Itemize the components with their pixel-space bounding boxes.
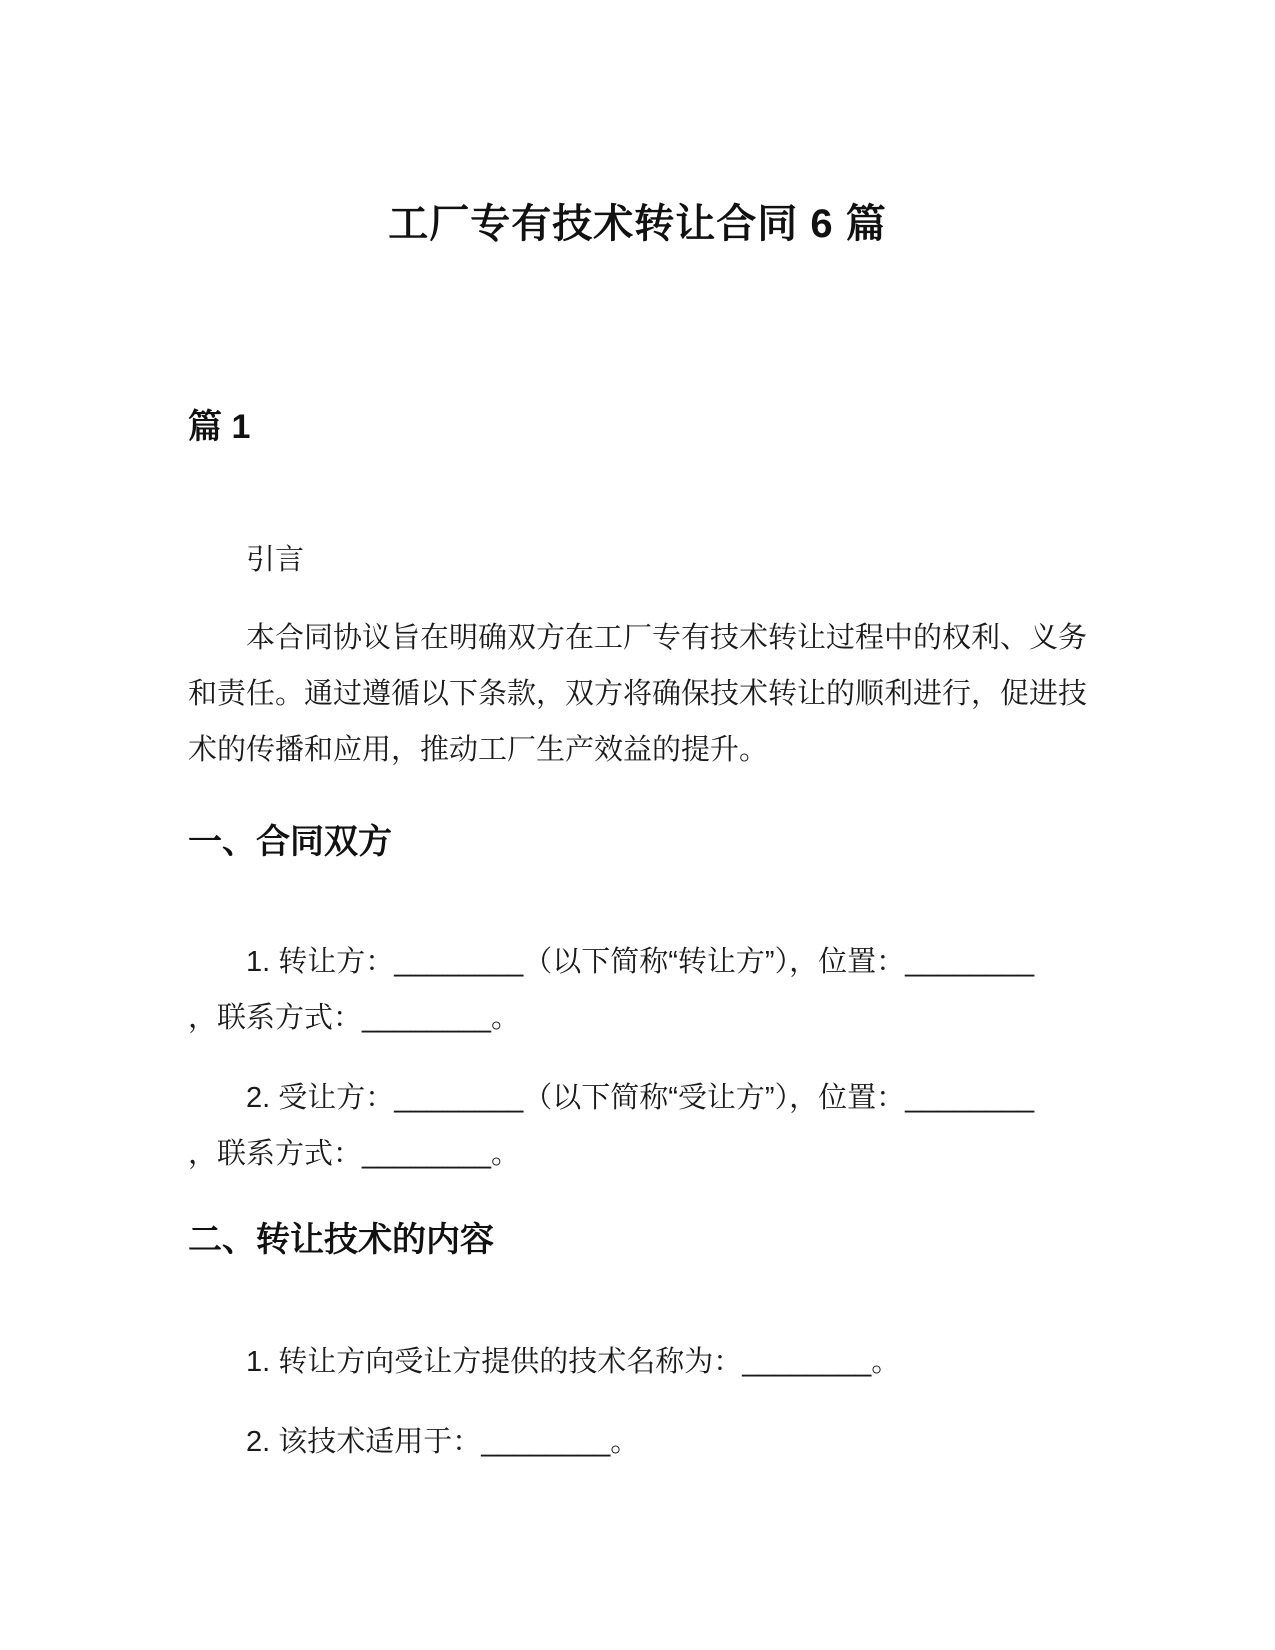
party-item-transferee-line1: 2. 受让方：________（以下简称“受让方”），位置：________ [246, 1082, 1035, 1114]
tech-item-scope: 2. 该技术适用于：________。 [246, 1426, 640, 1458]
document-title: 工厂专有技术转让合同 6 篇 [388, 202, 887, 246]
party-item-transferee-line2: ，联系方式：________。 [188, 1138, 521, 1170]
intro-label: 引言 [246, 544, 305, 576]
section-heading-contract-parties: 一、合同双方 [188, 823, 392, 861]
intro-paragraph: 本合同协议旨在明确双方在工厂专有技术转让过程中的权利、义务和责任。通过遵循以下条款，双方将确保技术转让的顺利进行，促进技术的传播和应用，推动工厂生产效益的提升。 [188, 622, 1088, 766]
party-item-transferor-line2: ，联系方式：________。 [188, 1002, 521, 1034]
tech-item-name: 1. 转让方向受让方提供的技术名称为：________。 [246, 1346, 901, 1378]
party-item-transferee [188, 1070, 1087, 1182]
party-item-transferor [188, 934, 1087, 1046]
party-item-transferor-line1: 1. 转让方：________（以下简称“转让方”），位置：________ [246, 946, 1035, 978]
article-heading: 篇 1 [188, 408, 251, 446]
section-heading-technology-content: 二、转让技术的内容 [188, 1221, 494, 1259]
